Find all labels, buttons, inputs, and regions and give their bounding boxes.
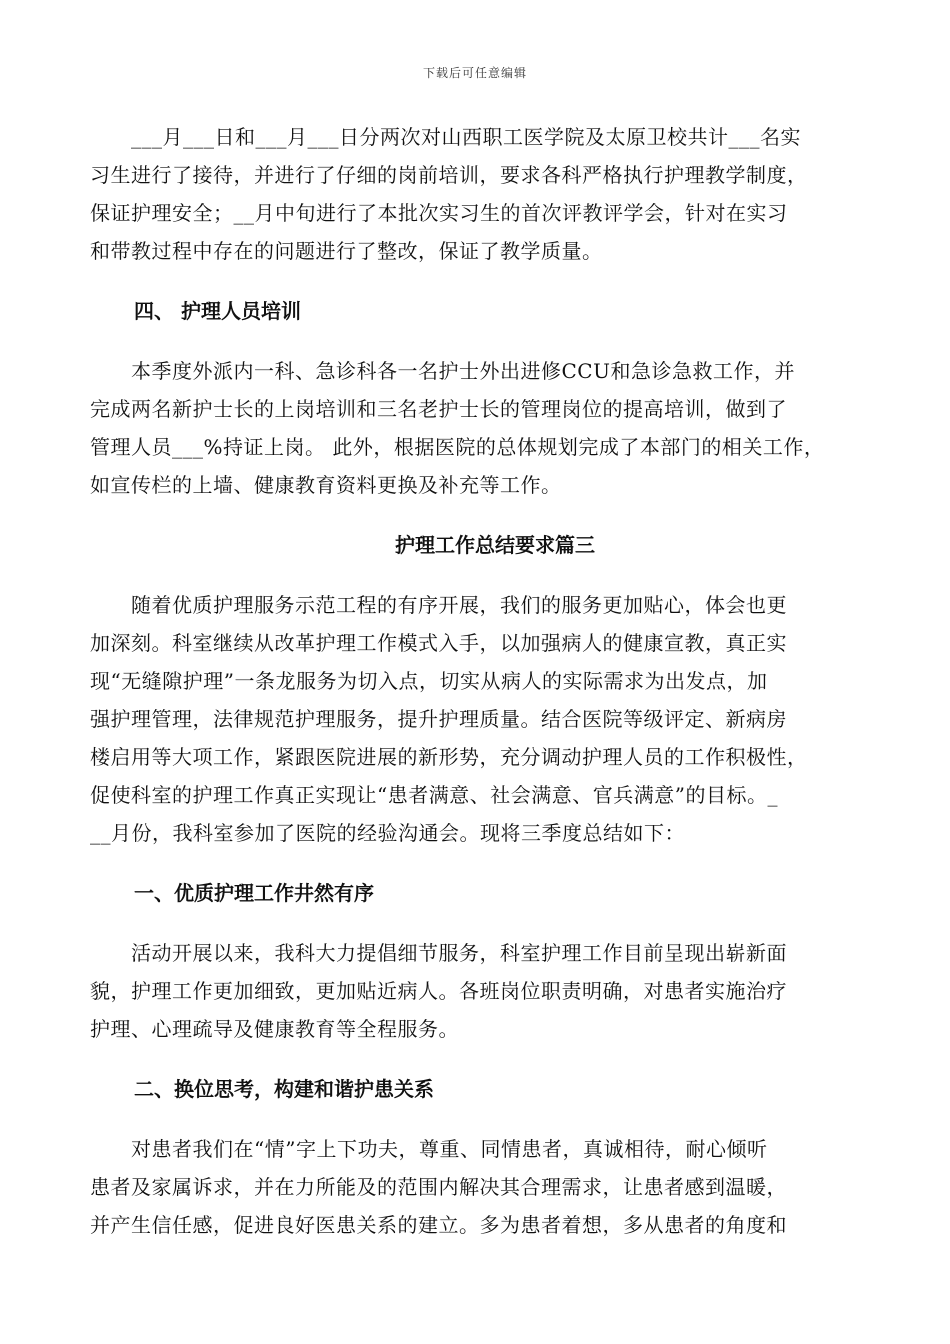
text-line: 现“无缝隙护理”一条龙服务为切入点，切实从病人的实际需求为出发点，加 (90, 669, 768, 693)
text-line: 管理人员___%持证上岗。 此外，根据医院的总体规划完成了本部门的相关工作， (90, 435, 825, 459)
text-line: 完成两名新护士长的上岗培训和三名老护士长的管理岗位的提高培训，做到了 (90, 397, 787, 421)
text-line: 护理、心理疏导及健康教育等全程服务。 (90, 1017, 459, 1041)
text-line: 本季度外派内一科、急诊科各一名护士外出进修CCU和急诊急救工作，并 (90, 359, 795, 383)
paragraph-quality-nursing-intro (90, 586, 860, 852)
section-heading-patient-relations: 二、换位思考，构建和谐护患关系 (134, 1077, 434, 1101)
text-line: 患者及家属诉求，并在力所能及的范围内解决其合理需求，让患者感到温暖， (90, 1175, 787, 1199)
text-line: ___月___日和___月___日分两次对山西职工医学院及太原卫校共计___名实 (90, 125, 801, 149)
text-line: 强护理管理，法律规范护理服务，提升护理质量。结合医院等级评定、新病房 (90, 707, 787, 731)
text-line: 活动开展以来，我科大力提倡细节服务，科室护理工作目前呈现出崭新面 (90, 941, 787, 965)
section-heading-quality-nursing: 一、优质护理工作井然有序 (134, 881, 374, 905)
paragraph-patient-relations (90, 1130, 860, 1244)
text-line: __月份，我科室参加了医院的经验沟通会。现将三季度总结如下： (90, 821, 685, 845)
document-section-title: 护理工作总结要求篇三 (395, 533, 595, 557)
text-line: 貌，护理工作更加细致，更加贴近病人。各班岗位职责明确，对患者实施治疗 (90, 979, 787, 1003)
page-header: 下载后可任意编辑 (422, 66, 527, 80)
text-line: 随着优质护理服务示范工程的有序开展，我们的服务更加贴心，体会也更 (90, 593, 787, 617)
paragraph-quality-nursing (90, 934, 860, 1048)
paragraph-staff-training (90, 352, 860, 504)
section-heading-staff-training: 四、 护理人员培训 (134, 299, 301, 323)
text-line: 加深刻。科室继续从改革护理工作模式入手，以加强病人的健康宣教，真正实 (90, 631, 787, 655)
text-line: 习生进行了接待，并进行了仔细的岗前培训，要求各科严格执行护理教学制度， (90, 163, 808, 187)
text-line: 并产生信任感，促进良好医患关系的建立。多为患者着想，多从患者的角度和 (90, 1213, 787, 1237)
text-line: 对患者我们在“情”字上下功夫，尊重、同情患者，真诚相待，耐心倾听 (90, 1137, 768, 1161)
text-line: 保证护理安全；__月中旬进行了本批次实习生的首次评教评学会，针对在实习 (90, 201, 788, 225)
text-line: 楼启用等大项工作，紧跟医院进展的新形势，充分调动护理人员的工作积极性， (90, 745, 808, 769)
text-line: 促使科室的护理工作真正实现让“患者满意、社会满意、官兵满意”的目标。_ (90, 783, 778, 807)
text-line: 如宣传栏的上墙、健康教育资料更换及补充等工作。 (90, 473, 562, 497)
document-body (90, 118, 860, 1244)
text-line: 和带教过程中存在的问题进行了整改，保证了教学质量。 (90, 239, 603, 263)
paragraph-intern-training (90, 118, 860, 270)
